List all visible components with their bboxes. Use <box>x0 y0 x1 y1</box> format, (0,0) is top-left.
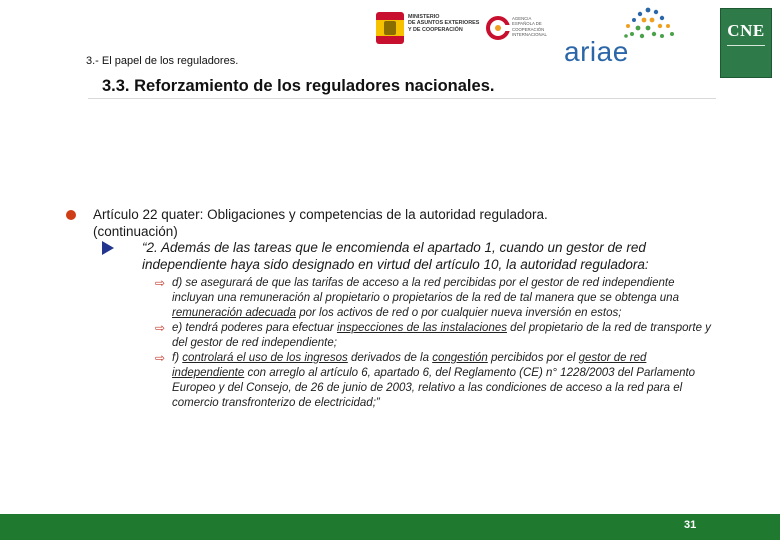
article-heading <box>93 207 716 240</box>
page-title: 3.3. Reforzamiento de los reguladores nacionales. <box>102 77 495 95</box>
ministerio-logo <box>376 10 478 46</box>
item-f-underlined-3: gestor de red independiente <box>172 352 647 379</box>
aecid-logo-text: AGENCIA ESPAÑOLA DE COOPERACIÓN INTERNACIONAL <box>512 16 547 37</box>
item-d-underlined: remuneración adecuada <box>172 307 297 319</box>
ministerio-logo-text: MINISTERIO DE ASUNTOS EXTERIORES Y DE COOPERACIÓN <box>408 14 480 33</box>
outline-arrow-icon: ⇨ <box>155 351 166 365</box>
slide-body <box>66 207 716 411</box>
list-item-f <box>155 351 712 411</box>
outline-arrow-icon: ⇨ <box>155 276 166 290</box>
spain-coat-of-arms-icon <box>376 12 404 44</box>
item-f-text-b: derivados de la <box>347 352 433 364</box>
page-number: 31 <box>684 519 697 531</box>
ariae-wordmark: ariae <box>564 36 629 67</box>
item-e-text-b: del propietario de la red de transporte y del gestor de red independiente; <box>172 322 711 349</box>
triangle-arrow-icon <box>102 241 114 255</box>
item-e-underlined: inspecciones de las instalaciones <box>336 322 507 334</box>
cne-logo-text: CNE <box>727 21 765 40</box>
item-f-underlined-2: congestión <box>432 352 488 364</box>
outline-arrow-icon: ⇨ <box>155 321 166 335</box>
list-item-e <box>155 321 712 351</box>
quoted-paragraph-text: “2. Además de las tareas que le encomienda el apartado 1, cuando un gestor de red independiente haya sido designado en virtud del artículo 10, la autoridad reguladora: <box>142 240 649 272</box>
ariae-logo <box>562 6 688 68</box>
aecid-logo <box>486 14 556 46</box>
article-heading-line1: Artículo 22 quater: Obligaciones y competencias de la autoridad reguladora. <box>93 207 548 222</box>
cne-logo <box>720 8 772 78</box>
aecid-emblem-icon <box>486 16 510 40</box>
title-divider <box>88 98 716 99</box>
item-f-text-c: percibidos por el <box>487 352 579 364</box>
cne-logo-rule <box>727 45 765 46</box>
item-f-text-d: con arreglo al artículo 6, apartado 6, del Reglamento (CE) n° 1228/2003 del Parlamento Europeo y del Consejo, de 26 de junio de 2003, relativo a las condiciones de acceso a la red para el comercio transfronterizo de electricidad;” <box>172 367 696 409</box>
item-e-text-a: e) tendrá poderes para efectuar <box>172 322 337 334</box>
section-label: 3.- El papel de los reguladores. <box>86 55 239 67</box>
footer-bar <box>0 514 780 540</box>
round-bullet-icon <box>66 210 76 220</box>
item-f-text-a: f) <box>172 352 183 364</box>
article-heading-line2: (continuación) <box>93 223 178 239</box>
item-d-text-a: d) se asegurará de que las tarifas de acceso a la red percibidas por el gestor de red independiente incluyan una remuneración al propietario o propietarios de la red de tal manera que se obtenga una <box>172 277 679 304</box>
quoted-paragraph <box>142 240 716 273</box>
list-item-d <box>155 276 712 321</box>
item-d-text-b: por los activos de red o por cualquier nueva inversión en estos; <box>296 307 622 319</box>
item-f-underlined-1: controlará el uso de los ingresos <box>182 352 348 364</box>
